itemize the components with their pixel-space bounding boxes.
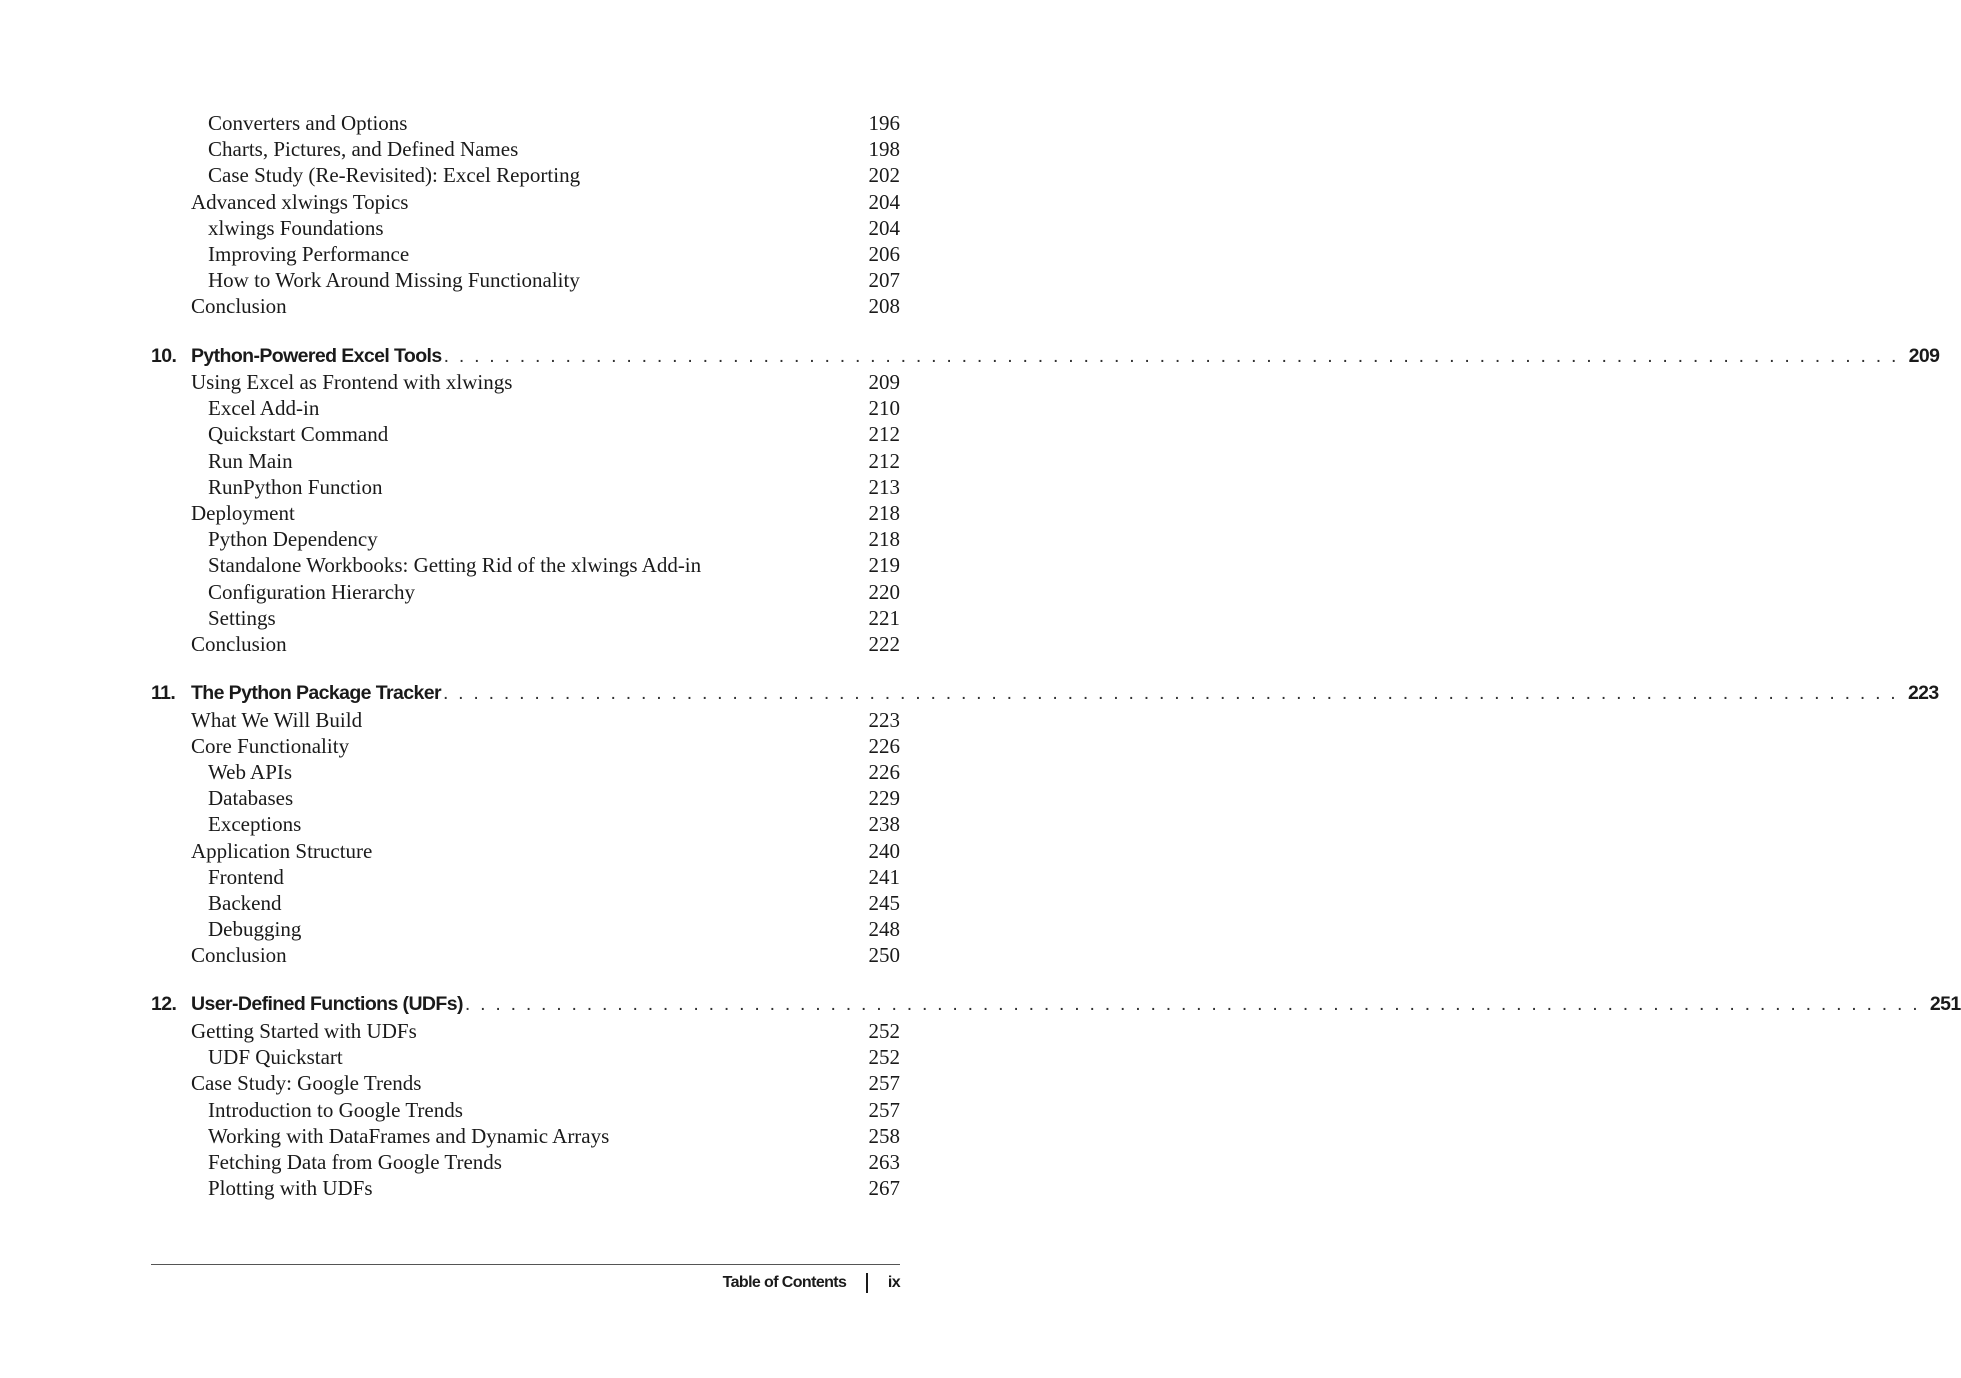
toc-chapter-row <box>151 680 1939 707</box>
dot-leader: . . . . . . . . . . . . . . . . . . . . . . . . . . . . . . . . . . . . . . . . . . . . . . . . . . . . . . . . . . . . . . . . . . . . . . . . . . . . . . . . . . . . . . . . . . . . . . . . <box>443 344 1899 367</box>
entry-title: Conclusion <box>191 943 287 968</box>
toc-section-row <box>151 500 900 526</box>
entry-title: Backend <box>208 890 282 915</box>
entry-title: Databases <box>208 786 294 811</box>
chapter-title: The Python Package Tracker <box>191 682 441 705</box>
entry-page-number: 226 <box>868 733 900 758</box>
entry-page-number: 204 <box>868 189 900 214</box>
entry-title: Conclusion <box>191 631 287 656</box>
chapter-page-number: 209 <box>1908 344 1940 367</box>
entry-page-number: 240 <box>868 838 900 863</box>
entry-page-number: 209 <box>868 370 900 394</box>
entry-title: Charts, Pictures, and Defined Names <box>208 137 519 162</box>
entry-page-number: 252 <box>868 1045 900 1070</box>
entry-page-number: 212 <box>868 422 900 447</box>
entry-title: Case Study (Re-Revisited): Excel Reporting <box>208 163 581 188</box>
toc-subsection-row <box>151 110 900 136</box>
toc-section-row <box>151 369 900 395</box>
toc-subsection-row <box>151 162 900 188</box>
entry-title: Configuration Hierarchy <box>208 579 416 604</box>
toc-subsection-row <box>151 916 900 942</box>
entry-title: What We Will Build <box>191 707 363 732</box>
entry-page-number: 229 <box>868 786 900 811</box>
toc-subsection-row <box>151 1175 900 1201</box>
entry-title: Application Structure <box>191 838 373 863</box>
entry-title: Run Main <box>208 448 293 473</box>
entry-page-number: 219 <box>868 553 900 578</box>
entry-page-number: 257 <box>868 1071 900 1096</box>
entry-page-number: 208 <box>868 294 900 319</box>
entry-title: Using Excel as Frontend with xlwings <box>191 370 513 394</box>
entry-page-number: 198 <box>868 137 900 162</box>
entry-title: xlwings Foundations <box>208 215 384 240</box>
toc-subsection-row <box>151 1044 900 1070</box>
entry-title: Standalone Workbooks: Getting Rid of the xlwings Add-in <box>208 553 702 578</box>
entry-page-number: 257 <box>868 1097 900 1122</box>
running-footer <box>723 1270 900 1296</box>
dot-leader: . . . . . . . . . . . . . . . . . . . . . . . . . . . . . . . . . . . . . . . . . . . . . . . . . . . . . . . . . . . . . . . . . . . . . . . . . . . . . . . . . . . . . . . . . . . . . . . . <box>442 682 1898 705</box>
toc-subsection-row <box>151 785 900 811</box>
toc-chapter-row <box>151 991 1961 1018</box>
entry-page-number: 220 <box>868 579 900 604</box>
entry-title: Exceptions <box>208 812 302 837</box>
toc-section-row <box>151 1070 900 1096</box>
entry-title: Web APIs <box>208 759 293 784</box>
entry-title: Excel Add-in <box>208 396 320 421</box>
dot-leader: . . . . . . . . . . . . . . . . . . . . . . . . . . . . . . . . . . . . . . . . . . . . . . . . . . . . . . . . . . . . . . . . . . . . . . . . . . . . . . . . . . . . . . . . . . . . . . . . <box>464 993 1920 1016</box>
entry-title: How to Work Around Missing Functionality <box>208 268 580 293</box>
toc-subsection-row <box>151 579 900 605</box>
entry-page-number: 241 <box>868 864 900 889</box>
entry-page-number: 258 <box>868 1123 900 1148</box>
toc-section-row <box>151 942 900 968</box>
entry-title: Conclusion <box>191 294 287 319</box>
footer-section-title: Table of Contents <box>722 1274 847 1291</box>
entry-title: Plotting with UDFs <box>208 1176 373 1201</box>
entry-page-number: 206 <box>868 241 900 266</box>
toc-subsection-row <box>151 474 900 500</box>
toc-subsection-row <box>151 267 900 293</box>
entry-page-number: 213 <box>868 474 900 499</box>
toc-subsection-row <box>151 395 900 421</box>
entry-title: Converters and Options <box>208 111 408 135</box>
toc-section-row <box>151 838 900 864</box>
entry-page-number: 221 <box>868 605 900 630</box>
toc-section-row <box>151 293 900 319</box>
entry-title: Deployment <box>191 500 295 525</box>
toc-subsection-row <box>151 864 900 890</box>
footer-divider <box>151 1264 900 1265</box>
toc-subsection-row <box>151 136 900 162</box>
entry-page-number: 202 <box>868 163 900 188</box>
toc-subsection-row <box>151 1097 900 1123</box>
entry-page-number: 210 <box>868 396 900 421</box>
entry-page-number: 226 <box>868 759 900 784</box>
entry-title: Settings <box>208 605 276 630</box>
entry-title: RunPython Function <box>208 474 383 499</box>
toc-subsection-row <box>151 1123 900 1149</box>
entry-page-number: 207 <box>868 268 900 293</box>
entry-page-number: 196 <box>868 111 900 135</box>
toc-subsection-row <box>151 421 900 447</box>
entry-title: Python Dependency <box>208 527 378 552</box>
toc-section-row <box>151 189 900 215</box>
entry-title: Core Functionality <box>191 733 350 758</box>
entry-title: Improving Performance <box>208 241 410 266</box>
table-of-contents <box>151 110 1961 1201</box>
toc-section-row <box>151 707 900 733</box>
toc-subsection-row <box>151 215 900 241</box>
entry-page-number: 222 <box>868 631 900 656</box>
toc-subsection-row <box>151 811 900 837</box>
entry-page-number: 248 <box>868 917 900 942</box>
toc-chapter-row <box>151 343 1940 370</box>
entry-page-number: 267 <box>868 1176 900 1201</box>
toc-section-row <box>151 631 900 657</box>
toc-subsection-row <box>151 526 900 552</box>
entry-title: Working with DataFrames and Dynamic Arrays <box>208 1123 610 1148</box>
chapter-page-number: 223 <box>1907 682 1939 705</box>
toc-subsection-row <box>151 605 900 631</box>
toc-subsection-row <box>151 448 900 474</box>
entry-title: Fetching Data from Google Trends <box>208 1149 502 1174</box>
chapter-page-number: 251 <box>1929 993 1961 1016</box>
entry-page-number: 252 <box>868 1018 900 1043</box>
entry-title: Case Study: Google Trends <box>191 1071 422 1096</box>
entry-page-number: 223 <box>868 707 900 732</box>
toc-subsection-row <box>151 759 900 785</box>
toc-subsection-row <box>151 1149 900 1175</box>
chapter-number: 10. <box>151 344 177 367</box>
entry-title: Debugging <box>208 917 302 942</box>
entry-title: UDF Quickstart <box>208 1045 343 1070</box>
entry-title: Introduction to Google Trends <box>208 1097 463 1122</box>
entry-title: Advanced xlwings Topics <box>191 189 409 214</box>
entry-page-number: 218 <box>868 527 900 552</box>
entry-page-number: 212 <box>868 448 900 473</box>
entry-page-number: 245 <box>868 890 900 915</box>
footer-page-number: ix <box>887 1274 900 1291</box>
toc-subsection-row <box>151 241 900 267</box>
entry-page-number: 218 <box>868 500 900 525</box>
entry-title: Frontend <box>208 864 284 889</box>
entry-page-number: 263 <box>868 1149 900 1174</box>
entry-title: Quickstart Command <box>208 422 389 447</box>
chapter-title: User-Defined Functions (UDFs) <box>191 993 463 1016</box>
toc-section-row <box>151 733 900 759</box>
entry-page-number: 204 <box>868 215 900 240</box>
entry-title: Getting Started with UDFs <box>191 1018 417 1043</box>
chapter-title: Python-Powered Excel Tools <box>191 344 442 367</box>
entry-page-number: 250 <box>868 943 900 968</box>
toc-section-row <box>151 1018 900 1044</box>
chapter-number: 11. <box>151 682 176 705</box>
toc-subsection-row <box>151 890 900 916</box>
chapter-number: 12. <box>151 993 177 1016</box>
entry-page-number: 238 <box>868 812 900 837</box>
footer-separator <box>866 1273 868 1293</box>
toc-subsection-row <box>151 552 900 578</box>
